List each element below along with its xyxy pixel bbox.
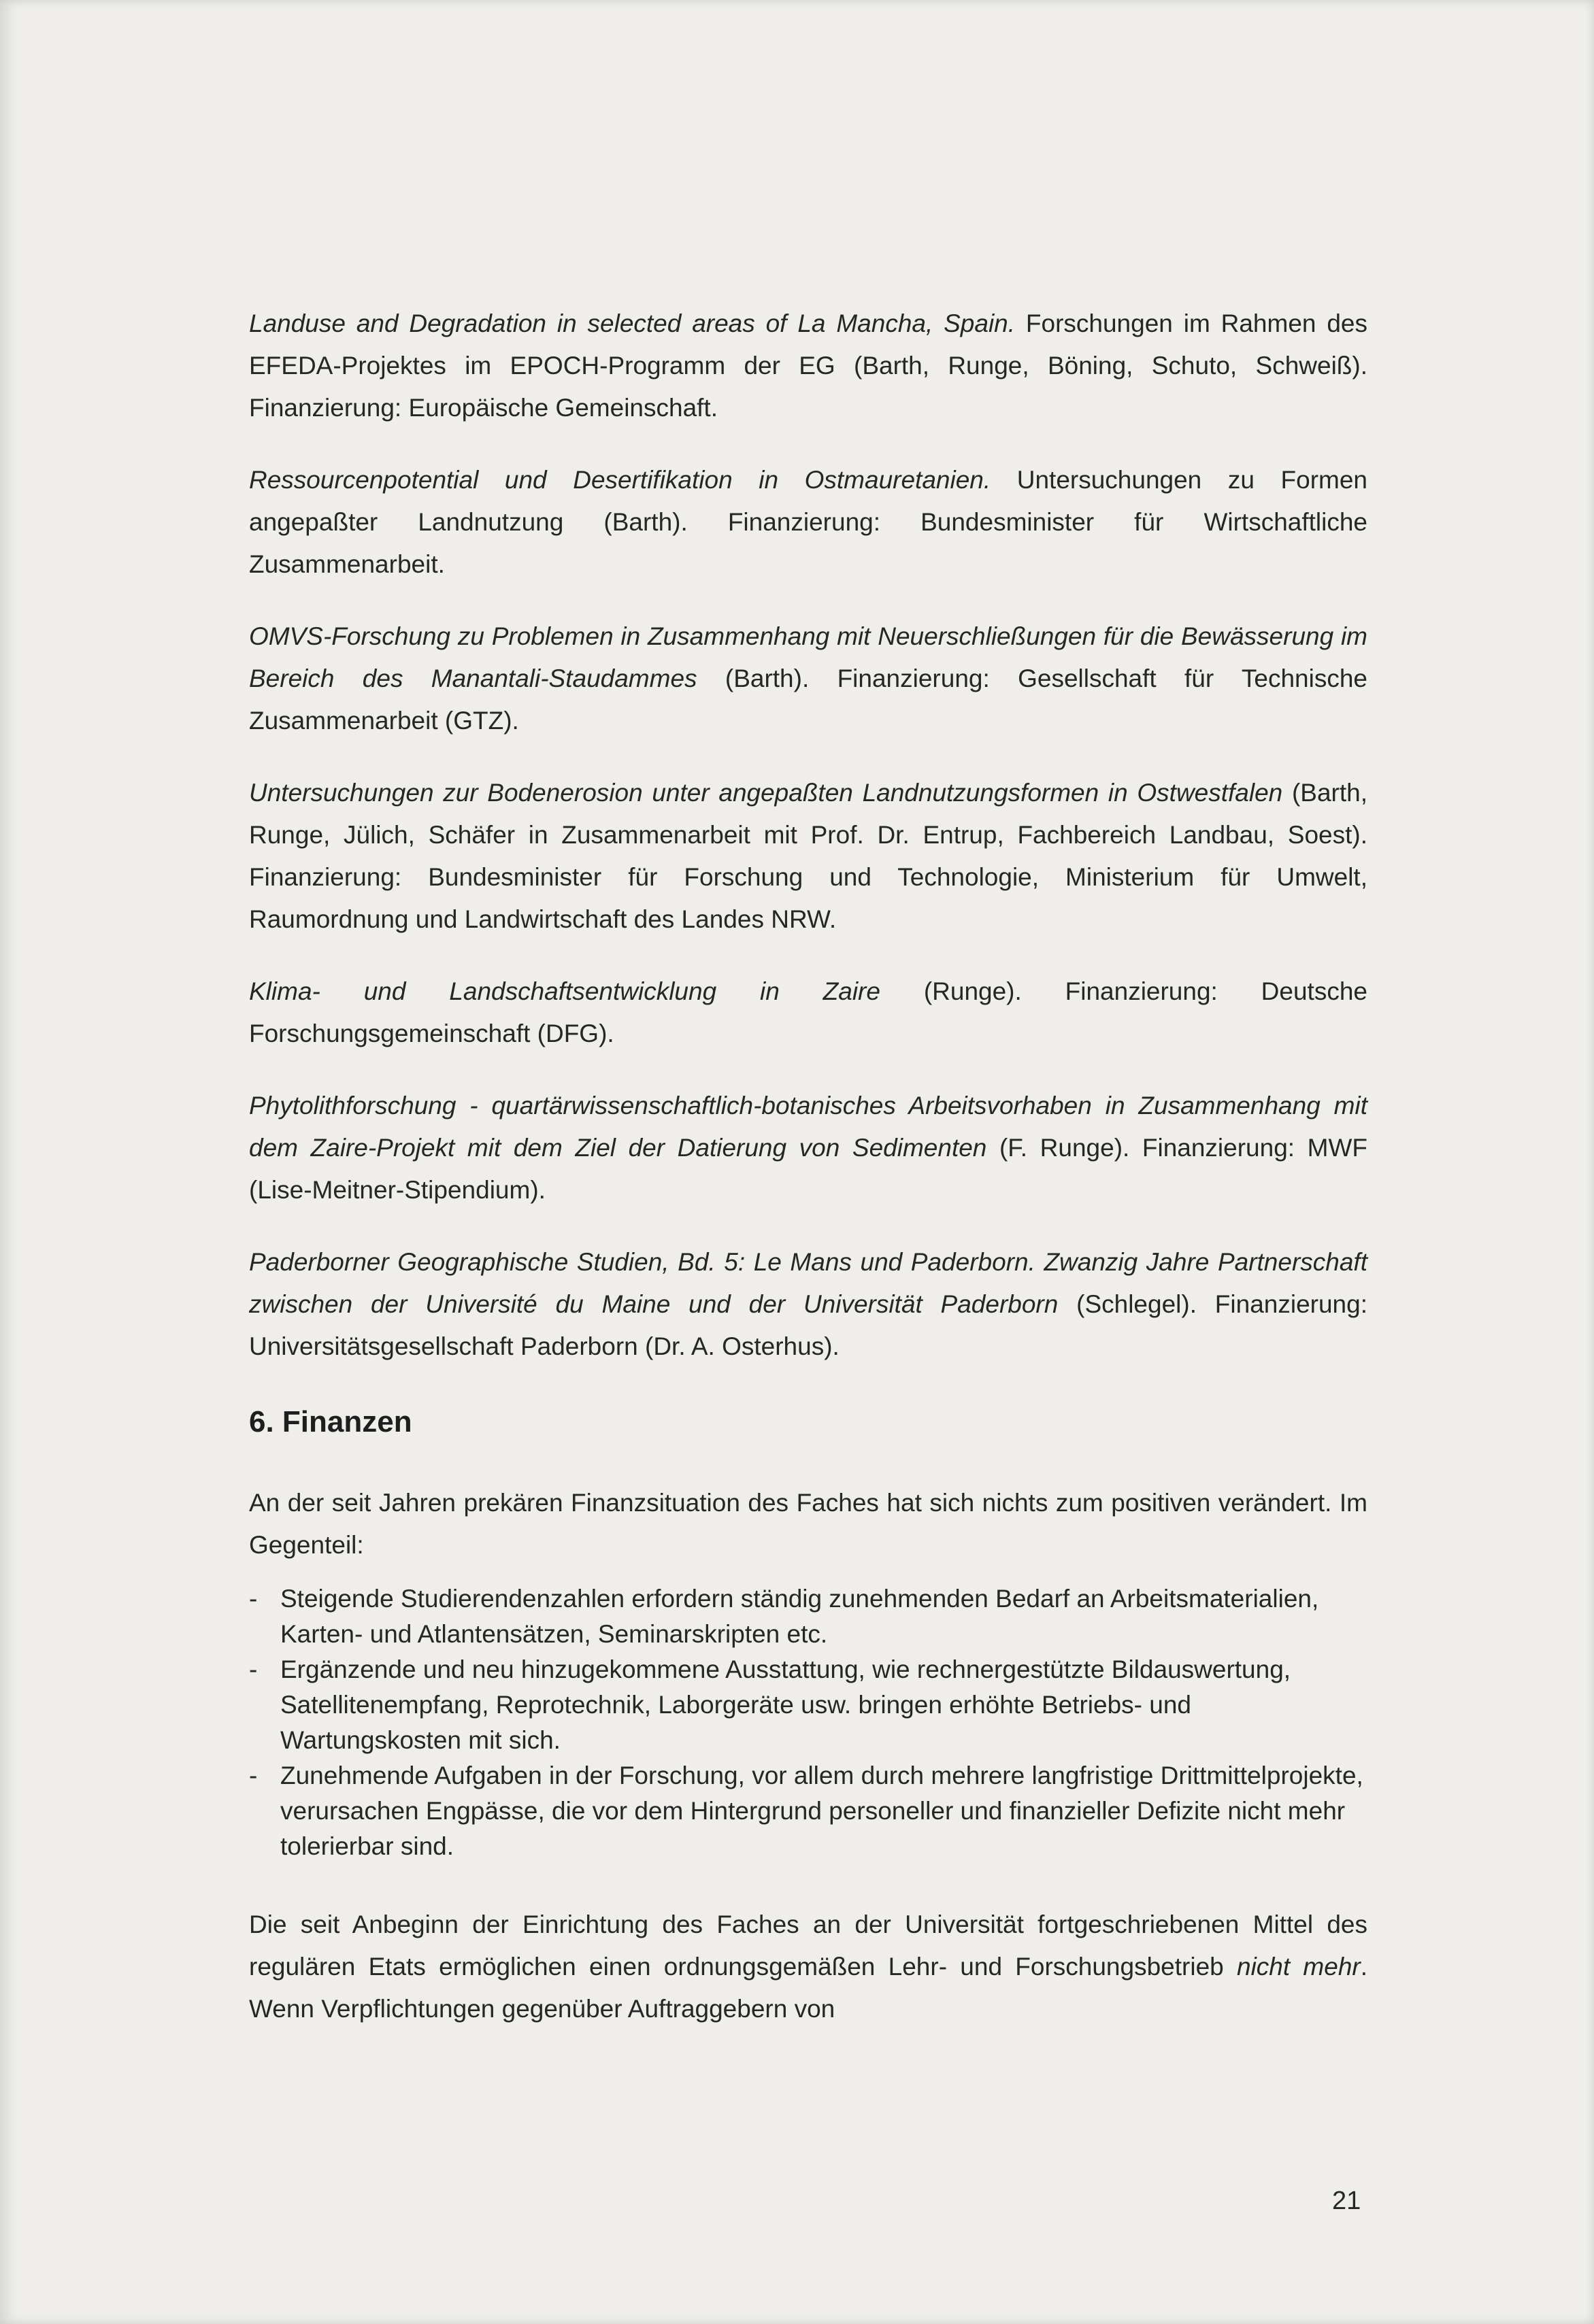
- closing-text: Die seit Anbeginn der Einrichtung des Faches an der Universität fortgeschriebenen Mittel des regulären Etats ermöglichen einen ordnungsgemäßen Lehr- und Forschungsbetrieb: [249, 1910, 1367, 1981]
- section-heading: 6. Finanzen: [249, 1405, 412, 1438]
- bullet-marker: -: [249, 1655, 258, 1683]
- bullet-marker: -: [249, 1585, 258, 1613]
- project-entry: [249, 459, 1367, 586]
- project-text: (Schlegel). Finanzierung: Universitätsgesellschaft Paderborn (Dr. A. Osterhus).: [249, 1290, 1367, 1360]
- list-item: [249, 1652, 1367, 1758]
- project-title: Untersuchungen zur Bodenerosion unter angepaßten Landnutzungsformen in Ostwestfalen: [249, 779, 1283, 807]
- list-item-text: Ergänzende und neu hinzugekommene Ausstattung, wie rechnergestützte Bildauswertung, Satellitenempfang, Reprotechnik, Laborgeräte usw. bringen erhöhte Betriebs- und Wartungskosten mit sich.: [280, 1655, 1291, 1754]
- project-title: Phytolithforschung - quartärwissenschaftlich-botanisches Arbeitsvorhaben in Zusammenhang mit dem Zaire-Projekt mit dem Ziel der Datierung von Sedimenten: [249, 1092, 1367, 1162]
- project-entry: [249, 303, 1367, 429]
- project-title: Ressourcenpotential und Desertifikation in Ostmauretanien.: [249, 466, 991, 494]
- bullet-marker: -: [249, 1762, 258, 1789]
- page-content: [249, 303, 1367, 2030]
- project-entry: [249, 616, 1367, 742]
- page-number: 21: [1332, 2187, 1361, 2215]
- section-intro: An der seit Jahren prekären Finanzsituation des Faches hat sich nichts zum positiven verändert. Im Gegenteil:: [249, 1489, 1367, 1559]
- project-text: (Runge). Finanzierung: Deutsche Forschungsgemeinschaft (DFG).: [249, 977, 1367, 1047]
- project-entry: [249, 1241, 1367, 1368]
- project-entry: [249, 1085, 1367, 1211]
- bullet-list: [249, 1581, 1367, 1864]
- closing-emphasis: nicht mehr: [1237, 1953, 1361, 1981]
- project-title: OMVS-Forschung zu Problemen in Zusammenhang mit Neuerschließungen für die Bewässerung im Bereich des Manantali-Staudammes: [249, 622, 1367, 692]
- project-entry: [249, 772, 1367, 941]
- closing-text-end: . Wenn Verpflichtungen gegenüber Auftraggebern von: [249, 1953, 1367, 2023]
- project-text: Untersuchungen zu Formen angepaßter Landnutzung (Barth). Finanzierung: Bundesminister für Wirtschaftliche Zusammenarbeit.: [249, 466, 1367, 578]
- list-item: [249, 1581, 1367, 1652]
- list-item-text: Zunehmende Aufgaben in der Forschung, vor allem durch mehrere langfristige Drittmittelprojekte, verursachen Engpässe, die vor dem Hintergrund personeller und finanzieller Defizite nicht mehr tolerierbar sind.: [280, 1762, 1363, 1860]
- closing-paragraph: [249, 1904, 1367, 2030]
- project-title: Paderborner Geographische Studien, Bd. 5: Le Mans und Paderborn. Zwanzig Jahre Partnerschaft zwischen der Université du Maine und der Universität Paderborn: [249, 1248, 1367, 1318]
- project-text: Forschungen im Rahmen des EFEDA-Projektes im EPOCH-Programm der EG (Barth, Runge, Böning, Schuto, Schweiß). Finanzierung: Europäische Gemeinschaft.: [249, 309, 1367, 422]
- list-item: [249, 1758, 1367, 1864]
- project-title: Landuse and Degradation in selected areas of La Mancha, Spain.: [249, 309, 1016, 337]
- list-item-text: Steigende Studierendenzahlen erfordern ständig zunehmenden Bedarf an Arbeitsmaterialien, Karten- und Atlantensätzen, Seminarskripten etc.: [280, 1585, 1319, 1648]
- project-text: (Barth, Runge, Jülich, Schäfer in Zusammenarbeit mit Prof. Dr. Entrup, Fachbereich Landbau, Soest). Finanzierung: Bundesminister für Forschung und Technologie, Ministerium für Umwelt, Raumordnung und Landwirtschaft des Landes NRW.: [249, 779, 1367, 933]
- project-text: (F. Runge). Finanzierung: MWF (Lise-Meitner-Stipendium).: [249, 1134, 1367, 1204]
- project-text: (Barth). Finanzierung: Gesellschaft für Technische Zusammenarbeit (GTZ).: [249, 664, 1367, 735]
- project-entry: [249, 971, 1367, 1055]
- project-title: Klima- und Landschaftsentwicklung in Zaire: [249, 977, 880, 1005]
